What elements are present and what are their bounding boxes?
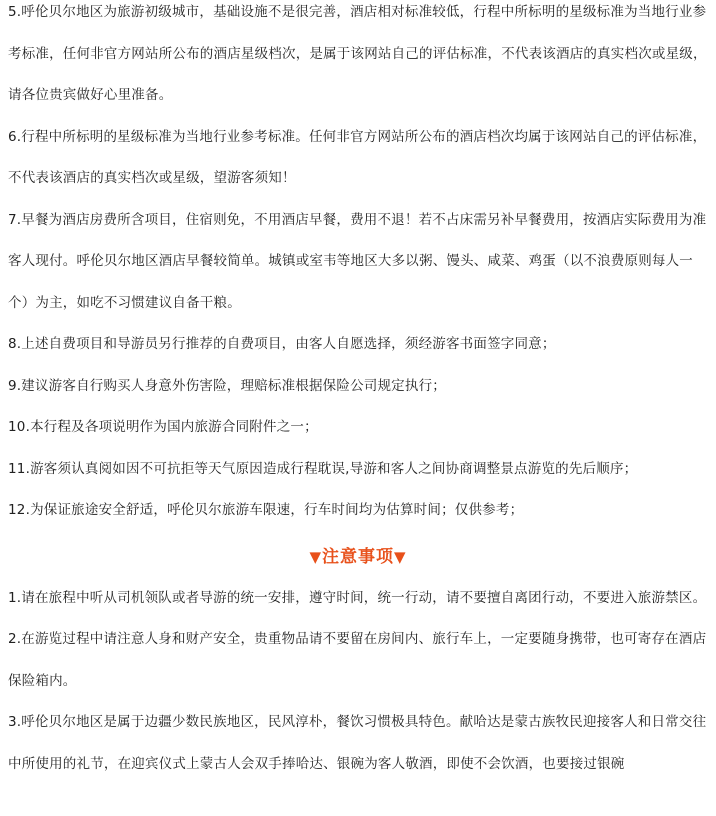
section-title-notice xyxy=(8,540,708,574)
paragraph-10: 10.本行程及各项说明作为国内旅游合同附件之一； xyxy=(8,419,318,435)
paragraph-9: 9.建议游客自行购买人身意外伤害险，理赔标准根据保险公司规定执行； xyxy=(8,377,446,394)
section-title-text: 注意事项 xyxy=(322,546,394,567)
notice-item-1: 1.请在旅程中听从司机领队或者导游的统一安排，遵守时间，统一行动，请不要擅自离团行动，不要进入旅游禁区。 xyxy=(8,589,707,606)
paragraph-5: 5.呼伦贝尔地区为旅游初级城市，基础设施不是很完善，酒店相对标准较低，行程中所标明的星级标准为当地行业参考标准，任何非官方网站所公布的酒店星级档次，是属于该网站自己的评估标准，不代表该酒店的真实档次或星级，请各位贵宾做好心里准备。 xyxy=(8,4,707,103)
paragraph-6: 6.行程中所标明的星级标准为当地行业参考标准。任何非官方网站所公布的酒店档次均属于该网站自己的评估标准，不代表该酒店的真实档次或星级，望游客须知！ xyxy=(8,128,707,186)
notice-item-3: 3.呼伦贝尔地区是属于边疆少数民族地区，民风淳朴，餐饮习惯极具特色。献哈达是蒙古族牧民迎接客人和日常交往中所使用的礼节，在迎宾仪式上蒙古人会双手捧哈达、银碗为客人敬酒，即使不会饮酒，也要接过银碗 xyxy=(8,714,707,772)
paragraph-7: 7.早餐为酒店房费所含项目，住宿则免，不用酒店早餐，费用不退！若不占床需另补早餐费用，按酒店实际费用为准客人现付。呼伦贝尔地区酒店早餐较简单。城镇或室韦等地区大多以粥、馒头、咸菜、鸡蛋（以不浪费原则每人一个）为主，如吃不习惯建议自备干粮。 xyxy=(8,211,707,311)
paragraph-12: 12.为保证旅途安全舒适，呼伦贝尔旅游车限速，行车时间均为估算时间；仅供参考； xyxy=(8,502,524,518)
paragraph-8: 8.上述自费项目和导游员另行推荐的自费项目，由客人自愿选择，须经游客书面签字同意； xyxy=(8,336,556,352)
paragraph-11: 11.游客须认真阅如因不可抗拒等天气原因造成行程耽误,导游和客人之间协商调整景点游览的先后顺序； xyxy=(8,460,638,477)
triangle-down-icon: ▼ xyxy=(309,547,322,566)
triangle-down-icon: ▼ xyxy=(394,547,407,566)
notice-item-2: 2.在游览过程中请注意人身和财产安全，贵重物品请不要留在房间内、旅行车上，一定要随身携带，也可寄存在酒店保险箱内。 xyxy=(8,631,707,689)
